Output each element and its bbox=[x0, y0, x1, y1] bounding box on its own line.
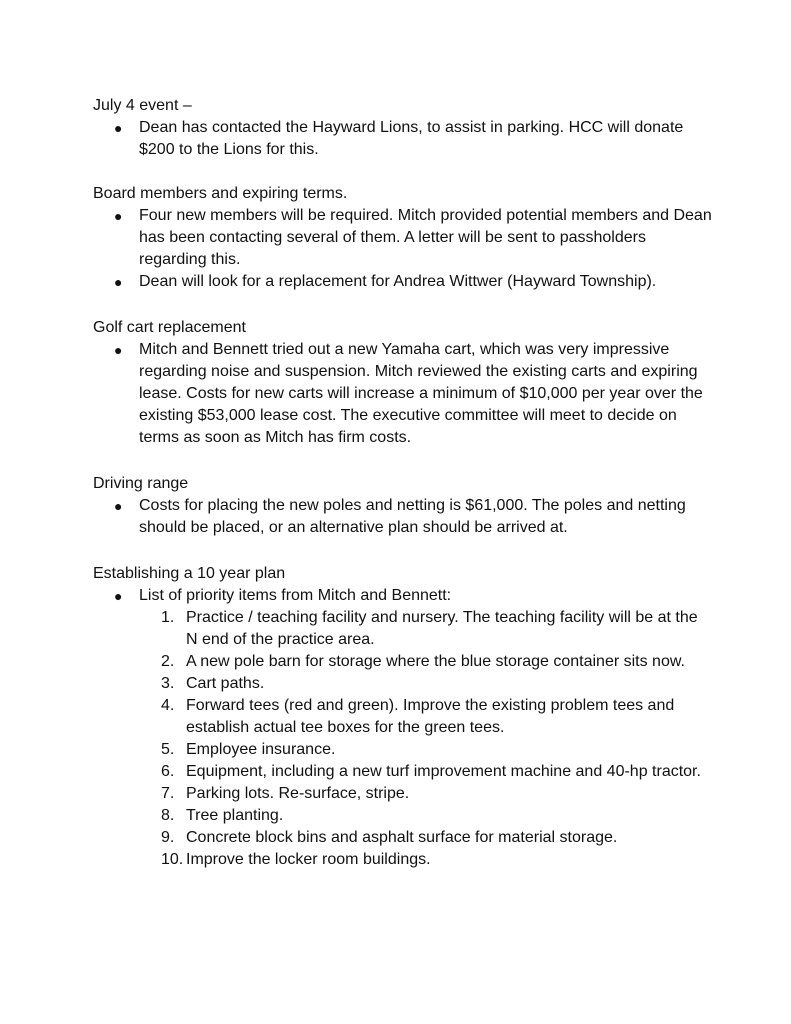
section-july4 bbox=[93, 95, 713, 161]
list-item bbox=[93, 205, 713, 271]
item-number: 8. bbox=[161, 807, 175, 824]
list-item bbox=[93, 739, 713, 761]
bullet-list bbox=[93, 495, 713, 539]
item-number: 10. bbox=[161, 851, 184, 868]
bullet-list bbox=[93, 117, 713, 161]
item-text: Forward tees (red and green). Improve the existing problem tees and establish actual tee boxes for the green tees. bbox=[186, 697, 675, 736]
item-number: 6. bbox=[161, 763, 175, 780]
list-item bbox=[93, 607, 713, 651]
list-item bbox=[93, 761, 713, 783]
list-item bbox=[93, 673, 713, 695]
section-heading: July 4 event – bbox=[93, 97, 192, 114]
bullet-icon: ● bbox=[114, 498, 123, 514]
bullet-list bbox=[93, 585, 713, 607]
bullet-text: Dean will look for a replacement for Andrea Wittwer (Hayward Township). bbox=[139, 273, 657, 290]
bullet-list bbox=[93, 339, 713, 449]
list-item bbox=[93, 651, 713, 673]
bullet-icon: ● bbox=[114, 588, 123, 604]
item-text: A new pole barn for storage where the blue storage container sits now. bbox=[186, 653, 685, 670]
priority-list bbox=[93, 607, 713, 871]
list-item bbox=[93, 495, 713, 539]
bullet-icon: ● bbox=[114, 342, 123, 358]
list-item bbox=[93, 271, 713, 293]
bullet-text: List of priority items from Mitch and Bennett: bbox=[139, 587, 452, 604]
item-text: Employee insurance. bbox=[186, 741, 336, 758]
bullet-icon: ● bbox=[114, 120, 123, 136]
item-number: 3. bbox=[161, 675, 175, 692]
section-heading: Establishing a 10 year plan bbox=[93, 565, 286, 582]
item-text: Tree planting. bbox=[186, 807, 284, 824]
list-item bbox=[93, 805, 713, 827]
item-number: 9. bbox=[161, 829, 175, 846]
item-text: Improve the locker room buildings. bbox=[186, 851, 431, 868]
list-item bbox=[93, 339, 713, 449]
list-item bbox=[93, 695, 713, 739]
bullet-text: Four new members will be required. Mitch provided potential members and Dean has been contacting several of them. A letter will be sent to passholders regarding this. bbox=[139, 207, 712, 268]
list-item bbox=[93, 849, 713, 871]
list-item bbox=[93, 827, 713, 849]
item-number: 1. bbox=[161, 609, 175, 626]
section-golf-cart bbox=[93, 317, 713, 449]
list-item bbox=[93, 117, 713, 161]
bullet-list bbox=[93, 205, 713, 293]
item-text: Practice / teaching facility and nursery. The teaching facility will be at the N end of the practice area. bbox=[186, 609, 698, 648]
bullet-icon: ● bbox=[114, 274, 123, 290]
item-text: Cart paths. bbox=[186, 675, 265, 692]
list-item bbox=[93, 783, 713, 805]
list-item bbox=[93, 585, 713, 607]
item-text: Equipment, including a new turf improvement machine and 40-hp tractor. bbox=[186, 763, 701, 780]
section-heading: Board members and expiring terms. bbox=[93, 185, 348, 202]
item-number: 2. bbox=[161, 653, 175, 670]
item-number: 5. bbox=[161, 741, 175, 758]
bullet-icon: ● bbox=[114, 208, 123, 224]
section-10-year-plan bbox=[93, 563, 713, 871]
item-text: Concrete block bins and asphalt surface for material storage. bbox=[186, 829, 618, 846]
section-heading: Driving range bbox=[93, 475, 189, 492]
item-number: 7. bbox=[161, 785, 175, 802]
item-text: Parking lots. Re-surface, stripe. bbox=[186, 785, 410, 802]
section-board-members bbox=[93, 183, 713, 293]
bullet-text: Costs for placing the new poles and netting is $61,000. The poles and netting should be placed, or an alternative plan should be arrived at. bbox=[139, 497, 686, 536]
section-heading: Golf cart replacement bbox=[93, 319, 246, 336]
item-number: 4. bbox=[161, 697, 175, 714]
bullet-text: Dean has contacted the Hayward Lions, to assist in parking. HCC will donate $200 to the Lions for this. bbox=[139, 119, 684, 158]
section-driving-range bbox=[93, 473, 713, 539]
bullet-text: Mitch and Bennett tried out a new Yamaha cart, which was very impressive regarding noise and suspension. Mitch reviewed the existing carts and expiring lease. Costs for new carts will increase a minimum of $10,000 per year over the existing $53,000 lease cost. The executive committee will meet to decide on terms as soon as Mitch has firm costs. bbox=[139, 341, 703, 446]
